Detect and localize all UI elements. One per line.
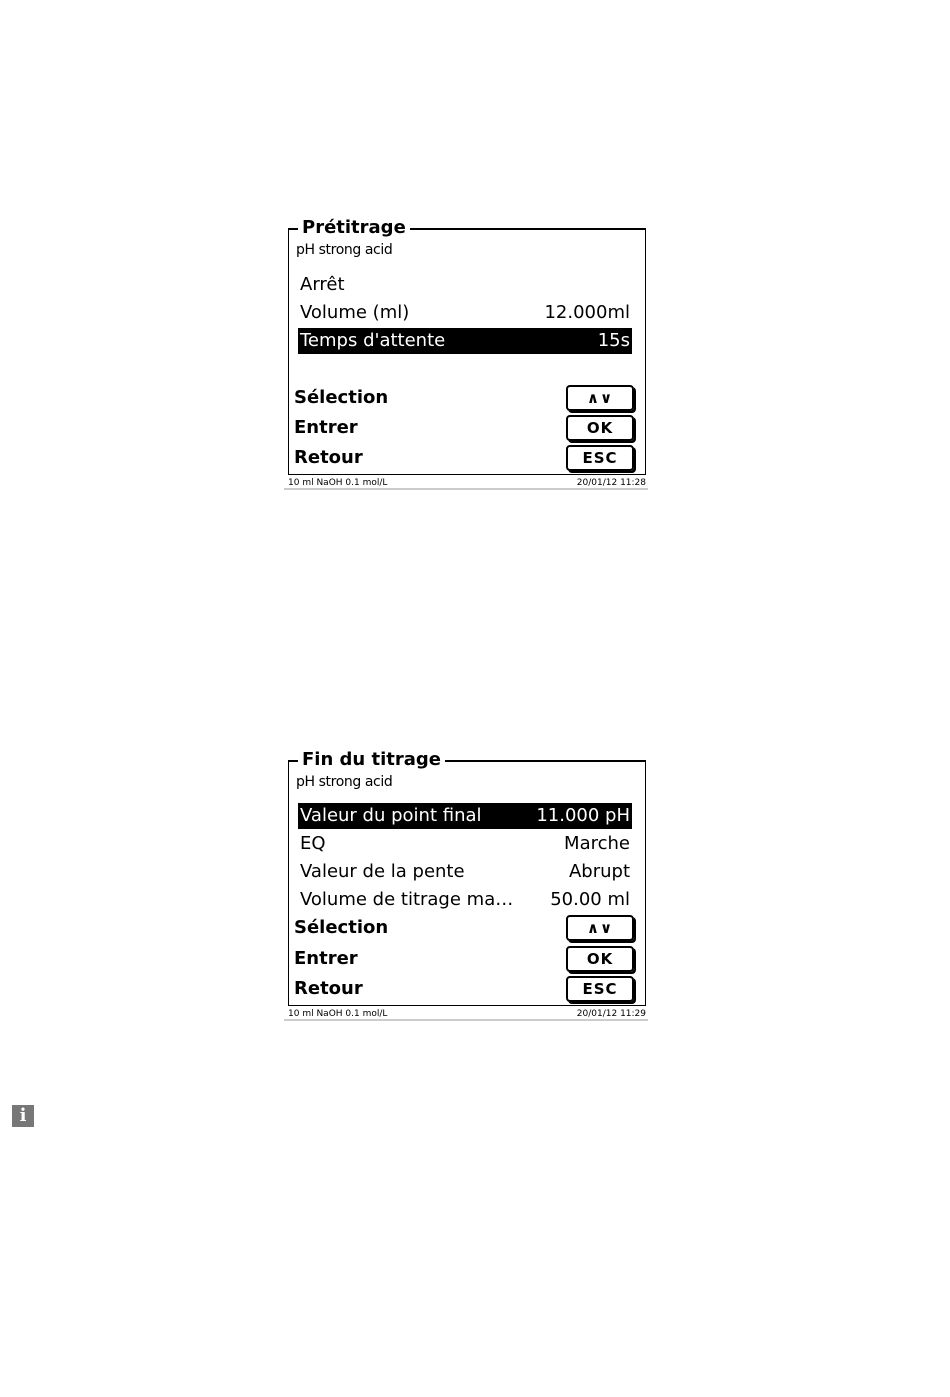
status-bar bbox=[284, 476, 648, 490]
up-down-arrows-button[interactable]: ∧∨ bbox=[566, 385, 634, 411]
row-label: EQ bbox=[300, 833, 326, 854]
date-time: 20/01/12 11:29 bbox=[576, 1009, 646, 1019]
row-label: Arrêt bbox=[300, 274, 345, 295]
solution-label: 10 ml NaOH 0.1 mol/L bbox=[288, 478, 388, 488]
nav-label: Retour bbox=[294, 978, 363, 999]
menu-row-eq[interactable] bbox=[298, 831, 632, 857]
nav-retour bbox=[294, 975, 634, 1003]
menu-row-arret[interactable] bbox=[298, 272, 632, 298]
row-label: Valeur de la pente bbox=[300, 861, 465, 882]
method-name: pH strong acid bbox=[296, 242, 393, 258]
menu-row-temps-attente-selected[interactable] bbox=[298, 328, 632, 354]
fin-titrage-screen bbox=[284, 749, 648, 1026]
row-value: Marche bbox=[564, 833, 630, 854]
row-label: Valeur du point final bbox=[300, 805, 482, 826]
pretitrage-screen bbox=[284, 217, 648, 494]
nav-label: Sélection bbox=[294, 917, 389, 938]
menu-row-volume[interactable] bbox=[298, 300, 632, 326]
row-value: 50.00 ml bbox=[550, 889, 630, 910]
screen-title: Prétitrage bbox=[298, 218, 410, 238]
ok-button[interactable]: OK bbox=[566, 946, 634, 972]
menu-row-point-final-selected[interactable] bbox=[298, 803, 632, 829]
row-label: Volume de titrage ma… bbox=[300, 889, 514, 910]
nav-label: Sélection bbox=[294, 387, 389, 408]
esc-button[interactable]: ESC bbox=[566, 445, 634, 471]
nav-label: Entrer bbox=[294, 948, 358, 969]
ok-button[interactable]: OK bbox=[566, 415, 634, 441]
row-value: 15s bbox=[597, 330, 630, 351]
screen-title: Fin du titrage bbox=[298, 750, 445, 770]
esc-button[interactable]: ESC bbox=[566, 976, 634, 1002]
info-icon: i bbox=[12, 1105, 34, 1127]
nav-entrer bbox=[294, 414, 634, 442]
up-down-arrows-button[interactable]: ∧∨ bbox=[566, 915, 634, 941]
nav-label: Entrer bbox=[294, 417, 358, 438]
method-name: pH strong acid bbox=[296, 774, 393, 790]
row-value: 12.000ml bbox=[544, 302, 630, 323]
nav-entrer bbox=[294, 945, 634, 973]
status-bar bbox=[284, 1007, 648, 1021]
solution-label: 10 ml NaOH 0.1 mol/L bbox=[288, 1009, 388, 1019]
row-label: Temps d'attente bbox=[300, 330, 446, 351]
row-label: Volume (ml) bbox=[300, 302, 410, 323]
nav-selection bbox=[294, 384, 634, 412]
nav-label: Retour bbox=[294, 447, 363, 468]
nav-retour bbox=[294, 444, 634, 472]
date-time: 20/01/12 11:28 bbox=[576, 478, 646, 488]
row-value: 11.000 pH bbox=[536, 805, 630, 826]
menu-row-pente[interactable] bbox=[298, 859, 632, 885]
nav-selection bbox=[294, 914, 634, 942]
row-value: Abrupt bbox=[568, 861, 630, 882]
menu-row-volume-max[interactable] bbox=[298, 887, 632, 913]
